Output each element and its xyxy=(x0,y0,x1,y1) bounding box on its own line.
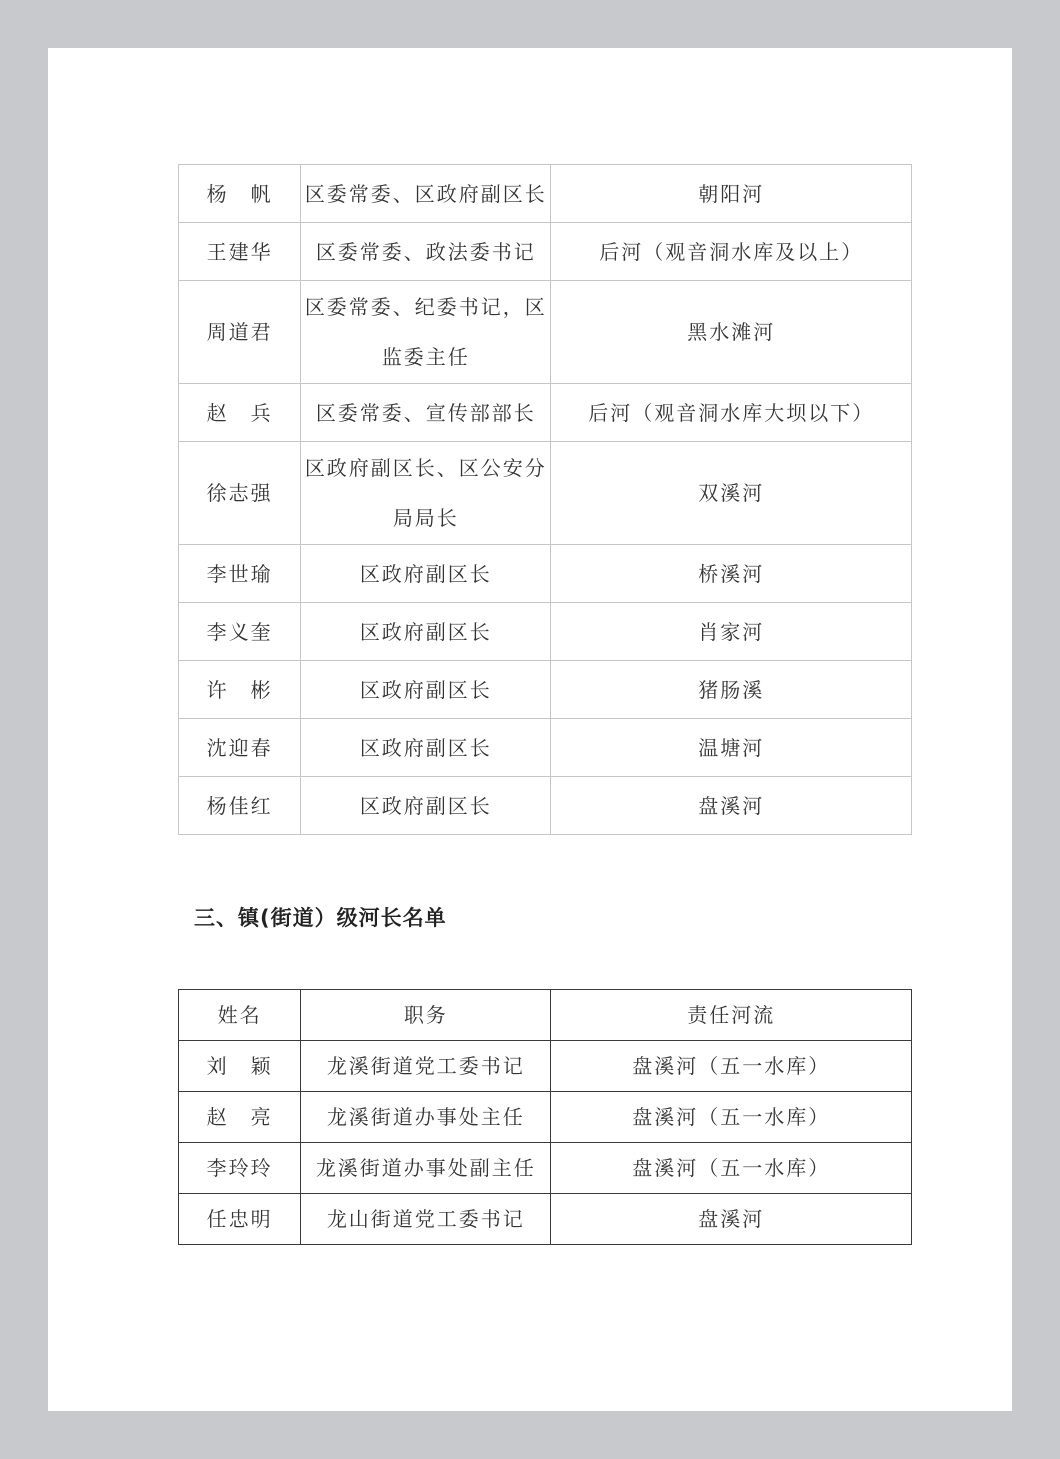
table-row xyxy=(179,777,912,835)
name-cell: 王建华 xyxy=(179,223,301,281)
name-cell: 周道君 xyxy=(179,281,301,384)
position-cell: 区委常委、政法委书记 xyxy=(301,223,551,281)
river-cell: 桥溪河 xyxy=(551,545,912,603)
name-cell: 任忠明 xyxy=(179,1194,301,1245)
name-cell: 刘 颖 xyxy=(179,1041,301,1092)
position-cell: 区委常委、纪委书记，区监委主任 xyxy=(301,281,551,384)
river-cell: 后河（观音洞水库及以上） xyxy=(551,223,912,281)
table-row xyxy=(179,1143,912,1194)
table-row xyxy=(179,223,912,281)
position-cell: 区政府副区长 xyxy=(301,545,551,603)
table-row xyxy=(179,1092,912,1143)
document-page xyxy=(48,48,1012,1411)
table-row xyxy=(179,545,912,603)
name-cell: 赵 亮 xyxy=(179,1092,301,1143)
table-row xyxy=(179,719,912,777)
section-heading: 三、镇(街道）级河长名单 xyxy=(194,906,447,930)
district-river-chief-table xyxy=(178,164,912,835)
river-cell: 盘溪河（五一水库） xyxy=(551,1143,912,1194)
position-cell: 区政府副区长 xyxy=(301,661,551,719)
name-cell: 沈迎春 xyxy=(179,719,301,777)
name-cell: 李玲玲 xyxy=(179,1143,301,1194)
table-row xyxy=(179,661,912,719)
position-cell: 区委常委、宣传部部长 xyxy=(301,384,551,442)
table-row xyxy=(179,603,912,661)
table-row xyxy=(179,442,912,545)
table-row xyxy=(179,281,912,384)
town-river-chief-table xyxy=(178,989,912,1245)
river-cell: 温塘河 xyxy=(551,719,912,777)
position-cell: 区政府副区长 xyxy=(301,603,551,661)
table-header-row xyxy=(179,990,912,1041)
river-cell: 盘溪河 xyxy=(551,1194,912,1245)
river-cell: 盘溪河 xyxy=(551,777,912,835)
river-cell: 双溪河 xyxy=(551,442,912,545)
position-cell: 龙溪街道办事处主任 xyxy=(301,1092,551,1143)
header-position: 职务 xyxy=(301,990,551,1041)
name-cell: 杨 帆 xyxy=(179,165,301,223)
table-row xyxy=(179,1194,912,1245)
name-cell: 李世瑜 xyxy=(179,545,301,603)
position-cell: 区政府副区长 xyxy=(301,719,551,777)
name-cell: 许 彬 xyxy=(179,661,301,719)
header-river: 责任河流 xyxy=(551,990,912,1041)
table-row xyxy=(179,384,912,442)
position-cell: 龙溪街道党工委书记 xyxy=(301,1041,551,1092)
river-cell: 盘溪河（五一水库） xyxy=(551,1041,912,1092)
river-cell: 肖家河 xyxy=(551,603,912,661)
river-cell: 朝阳河 xyxy=(551,165,912,223)
table-row xyxy=(179,165,912,223)
name-cell: 杨佳红 xyxy=(179,777,301,835)
river-cell: 猪肠溪 xyxy=(551,661,912,719)
position-cell: 区政府副区长 xyxy=(301,777,551,835)
name-cell: 徐志强 xyxy=(179,442,301,545)
header-name: 姓名 xyxy=(179,990,301,1041)
river-cell: 盘溪河（五一水库） xyxy=(551,1092,912,1143)
position-cell: 龙溪街道办事处副主任 xyxy=(301,1143,551,1194)
name-cell: 赵 兵 xyxy=(179,384,301,442)
position-cell: 龙山街道党工委书记 xyxy=(301,1194,551,1245)
name-cell: 李义奎 xyxy=(179,603,301,661)
position-cell: 区委常委、区政府副区长 xyxy=(301,165,551,223)
table-row xyxy=(179,1041,912,1092)
river-cell: 后河（观音洞水库大坝以下） xyxy=(551,384,912,442)
position-cell: 区政府副区长、区公安分局局长 xyxy=(301,442,551,545)
river-cell: 黑水滩河 xyxy=(551,281,912,384)
